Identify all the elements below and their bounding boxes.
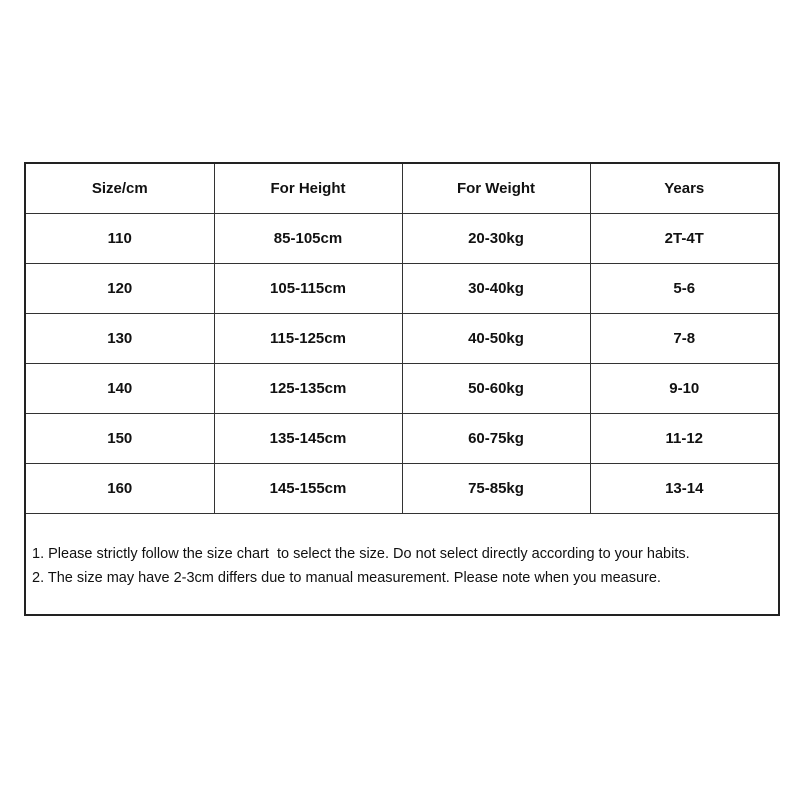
cell-height: 135-145cm — [214, 414, 402, 464]
table-header-row — [26, 164, 778, 214]
table-row — [26, 314, 778, 364]
header-size: Size/cm — [26, 164, 214, 214]
note-2: 2. The size may have 2-3cm differs due to manual measurement. Please note when you measure. — [32, 570, 661, 586]
cell-size: 160 — [26, 464, 214, 514]
header-weight: For Weight — [402, 164, 590, 214]
header-years: Years — [590, 164, 778, 214]
cell-years: 7-8 — [590, 314, 778, 364]
cell-height: 145-155cm — [214, 464, 402, 514]
cell-height: 85-105cm — [214, 214, 402, 264]
cell-years: 9-10 — [590, 364, 778, 414]
table-row — [26, 214, 778, 264]
cell-size: 150 — [26, 414, 214, 464]
cell-years: 11-12 — [590, 414, 778, 464]
cell-years: 2T-4T — [590, 214, 778, 264]
cell-weight: 30-40kg — [402, 264, 590, 314]
size-chart — [24, 162, 780, 616]
table-row — [26, 364, 778, 414]
table-row — [26, 264, 778, 314]
table-row — [26, 464, 778, 514]
cell-height: 105-115cm — [214, 264, 402, 314]
cell-size: 110 — [26, 214, 214, 264]
cell-weight: 40-50kg — [402, 314, 590, 364]
size-table — [26, 164, 778, 514]
cell-height: 115-125cm — [214, 314, 402, 364]
cell-weight: 60-75kg — [402, 414, 590, 464]
notes-section — [26, 514, 778, 590]
cell-size: 130 — [26, 314, 214, 364]
cell-weight: 75-85kg — [402, 464, 590, 514]
table-row — [26, 414, 778, 464]
note-1: 1. Please strictly follow the size chart to select the size. Do not select directly according to your habits. — [32, 546, 690, 562]
cell-weight: 50-60kg — [402, 364, 590, 414]
cell-size: 140 — [26, 364, 214, 414]
cell-height: 125-135cm — [214, 364, 402, 414]
cell-years: 5-6 — [590, 264, 778, 314]
header-height: For Height — [214, 164, 402, 214]
cell-years: 13-14 — [590, 464, 778, 514]
cell-size: 120 — [26, 264, 214, 314]
cell-weight: 20-30kg — [402, 214, 590, 264]
